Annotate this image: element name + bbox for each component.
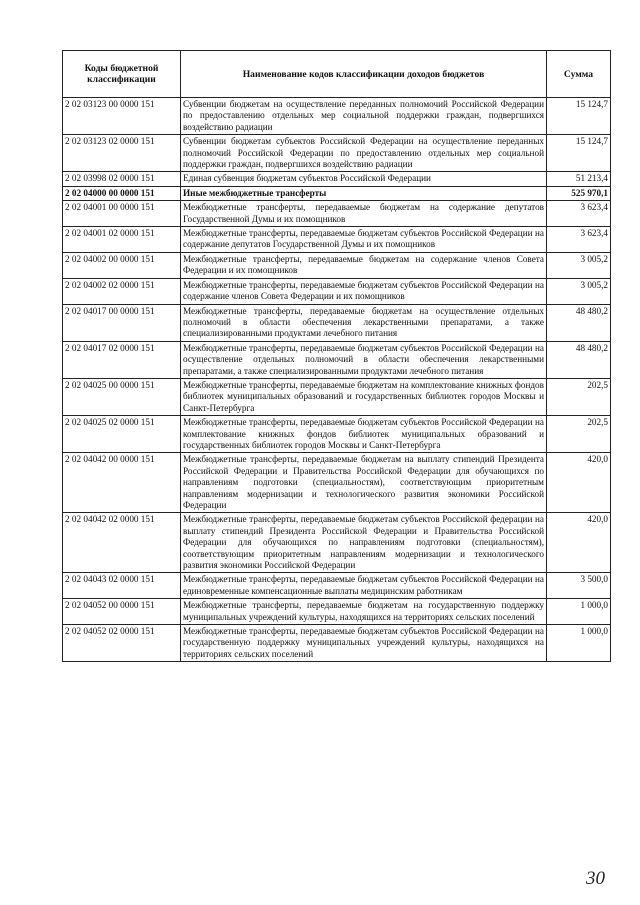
table-row xyxy=(63,278,611,304)
page-number: 30 xyxy=(586,868,605,889)
cell-code: 2 02 04001 02 0000 151 xyxy=(63,227,181,253)
table-row xyxy=(63,378,611,415)
cell-code: 2 02 04043 02 0000 151 xyxy=(63,573,181,599)
cell-code: 2 02 04025 02 0000 151 xyxy=(63,416,181,453)
cell-sum: 3 623,4 xyxy=(547,201,611,227)
cell-code: 2 02 03123 02 0000 151 xyxy=(63,135,181,172)
header-name: Наименование кодов классификации доходов бюджетов xyxy=(181,51,547,98)
cell-name: Межбюджетные трансферты, передаваемые бюджетам на содержание членов Совета Федерации и их помощников xyxy=(181,252,547,278)
table-row xyxy=(63,513,611,573)
cell-name: Межбюджетные трансферты, передаваемые бюджетам на государственную поддержку муниципальных учреждений культуры, находящихся на территориях сельских поселений xyxy=(181,599,547,625)
cell-code: 2 02 04052 00 0000 151 xyxy=(63,599,181,625)
cell-code: 2 02 04001 00 0000 151 xyxy=(63,201,181,227)
cell-sum: 1 000,0 xyxy=(547,625,611,662)
table-row xyxy=(63,135,611,172)
cell-sum: 202,5 xyxy=(547,416,611,453)
cell-code: 2 02 04000 00 0000 151 xyxy=(63,186,181,200)
cell-code: 2 02 04042 02 0000 151 xyxy=(63,513,181,573)
cell-code: 2 02 04002 00 0000 151 xyxy=(63,252,181,278)
cell-sum: 51 213,4 xyxy=(547,172,611,186)
table-row xyxy=(63,416,611,453)
table-row xyxy=(63,201,611,227)
cell-name: Межбюджетные трансферты, передаваемые бюджетам субъектов Российской Федерации на единовременные компенсационные выплаты медицинским работникам xyxy=(181,573,547,599)
table-row xyxy=(63,341,611,378)
cell-sum: 48 480,2 xyxy=(547,341,611,378)
cell-code: 2 02 04002 02 0000 151 xyxy=(63,278,181,304)
cell-sum: 3 005,2 xyxy=(547,252,611,278)
budget-table xyxy=(62,50,611,662)
cell-code: 2 02 04025 00 0000 151 xyxy=(63,378,181,415)
table-row xyxy=(63,252,611,278)
cell-sum: 420,0 xyxy=(547,513,611,573)
table-header-row xyxy=(63,51,611,98)
cell-sum: 15 124,7 xyxy=(547,135,611,172)
header-code: Коды бюджетной классификации xyxy=(63,51,181,98)
cell-name: Иные межбюджетные трансферты xyxy=(181,186,547,200)
table-row xyxy=(63,573,611,599)
cell-sum: 525 970,1 xyxy=(547,186,611,200)
header-sum: Сумма xyxy=(547,51,611,98)
table-row xyxy=(63,227,611,253)
cell-name: Межбюджетные трансферты, передаваемые бюджетам субъектов Российской Федерации на содержание членов Совета Федерации и их помощников xyxy=(181,278,547,304)
cell-name: Межбюджетные трансферты, передаваемые бюджетам на осуществление отдельных полномочий в области обеспечения лекарственными препаратами, а также специализированными продуктами лечебного питания xyxy=(181,304,547,341)
table-row xyxy=(63,599,611,625)
table-row xyxy=(63,98,611,135)
cell-name: Межбюджетные трансферты, передаваемые бюджетам субъектов Российской федерации на выплату стипендий Президента Российской Федерации и Правительства Российской Федерации для обучающихся по направлениям подготовки (специальностям), соответствующим приоритетным направлениям модернизации и технологического развития экономики Российской Федерации xyxy=(181,513,547,573)
cell-code: 2 02 04052 02 0000 151 xyxy=(63,625,181,662)
table-row xyxy=(63,453,611,513)
cell-code: 2 02 03998 02 0000 151 xyxy=(63,172,181,186)
cell-name: Межбюджетные трансферты, передаваемые бюджетам на содержание депутатов Государственной Думы и их помощников xyxy=(181,201,547,227)
cell-sum: 420,0 xyxy=(547,453,611,513)
table-row xyxy=(63,625,611,662)
table-row xyxy=(63,304,611,341)
table-row xyxy=(63,172,611,186)
cell-sum: 1 000,0 xyxy=(547,599,611,625)
cell-sum: 48 480,2 xyxy=(547,304,611,341)
cell-name: Межбюджетные трансферты, передаваемые бюджетам субъектов Российской Федерации на государственную поддержку муниципальных учреждений культуры, находящихся на территориях сельских поселений xyxy=(181,625,547,662)
cell-name: Межбюджетные трансферты, передаваемые бюджетам субъектов Российской Федерации на комплектование книжных фондов библиотек муниципальных образований и государственных библиотек городов Москвы и Санкт-Петербурга xyxy=(181,416,547,453)
cell-sum: 3 623,4 xyxy=(547,227,611,253)
cell-sum: 202,5 xyxy=(547,378,611,415)
cell-name: Межбюджетные трансферты, передаваемые бюджетам субъектов Российской Федерации на содержание депутатов Государственной Думы и их помощников xyxy=(181,227,547,253)
cell-name: Межбюджетные трансферты, передаваемые бюджетам субъектов Российской Федерации на осуществление отдельных полномочий в области обеспечения лекарственными препаратами, а также специализированными продуктами лечебного питания xyxy=(181,341,547,378)
cell-name: Единая субвенция бюджетам субъектов Российской Федерации xyxy=(181,172,547,186)
cell-name: Межбюджетные трансферты, передаваемые бюджетам на комплектование книжных фондов библиотек муниципальных образований и государственных библиотек городов Москвы и Санкт-Петербурга xyxy=(181,378,547,415)
cell-sum: 3 500,0 xyxy=(547,573,611,599)
cell-sum: 15 124,7 xyxy=(547,98,611,135)
cell-code: 2 02 04017 00 0000 151 xyxy=(63,304,181,341)
cell-code: 2 02 04017 02 0000 151 xyxy=(63,341,181,378)
cell-code: 2 02 04042 00 0000 151 xyxy=(63,453,181,513)
cell-name: Субвенции бюджетам на осуществление переданных полномочий Российской Федерации по предоставлению отдельных мер социальной поддержки граждан, подвергшихся воздействию радиации xyxy=(181,98,547,135)
cell-name: Межбюджетные трансферты, передаваемые бюджетам на выплату стипендий Президента Российской Федерации и Правительства Российской Федерации для обучающихся по направлениям подготовки (специальностям), соответствующим приоритетным направлениям модернизации и технологического развития экономики Российской Федерации xyxy=(181,453,547,513)
table-body xyxy=(63,98,611,662)
cell-sum: 3 005,2 xyxy=(547,278,611,304)
cell-name: Субвенции бюджетам субъектов Российской Федерации на осуществление переданных полномочий Российской Федерации по предоставлению отдельных мер социальной поддержки граждан, подвергшихся воздействию радиации xyxy=(181,135,547,172)
table-row xyxy=(63,186,611,200)
cell-code: 2 02 03123 00 0000 151 xyxy=(63,98,181,135)
